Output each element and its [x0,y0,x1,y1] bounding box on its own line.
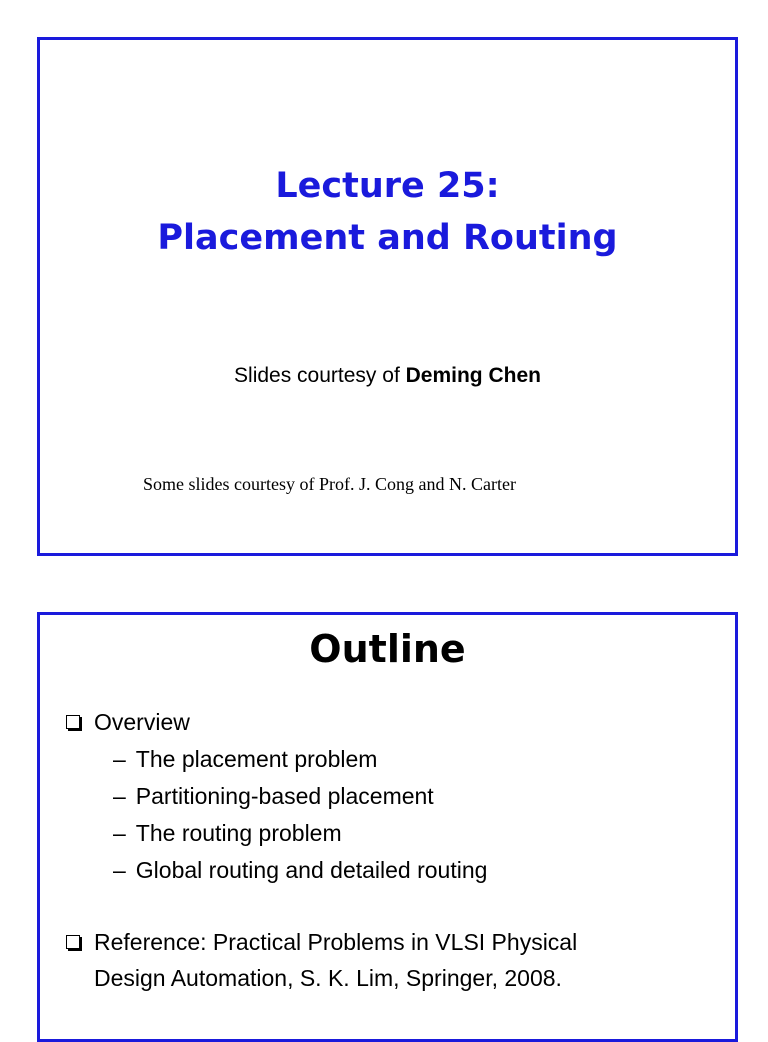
dash-bullet: – [113,783,126,809]
lecture-topic-title: Placement and Routing [157,218,618,258]
courtesy-line [40,364,735,388]
dash-bullet: – [113,746,126,772]
bullet-overview: Overview [66,704,190,740]
courtesy-author: Deming Chen [405,364,541,387]
subitem: – The placement problem [113,746,378,772]
reference-line-1: Reference: Practical Problems in VLSI Physical [94,929,578,955]
bullet-reference [66,924,577,996]
checkbox-bullet-icon [66,715,80,729]
title-slide [37,37,738,556]
dash-bullet: – [113,820,126,846]
subitem: – The routing problem [113,820,342,846]
courtesy-prefix: Slides courtesy of [234,364,406,387]
checkbox-bullet-icon [66,935,80,949]
subitem: – Partitioning-based placement [113,783,434,809]
dash-bullet: – [113,857,126,883]
reference-line-2: Design Automation, S. K. Lim, Springer, 2008. [94,965,562,991]
outline-slide [37,612,738,1042]
additional-credits: Some slides courtesy of Prof. J. Cong and N. Carter [143,474,516,494]
outline-title: Outline [309,627,466,671]
subitem: – Global routing and detailed routing [113,857,488,883]
lecture-number-title: Lecture 25: [275,166,500,206]
